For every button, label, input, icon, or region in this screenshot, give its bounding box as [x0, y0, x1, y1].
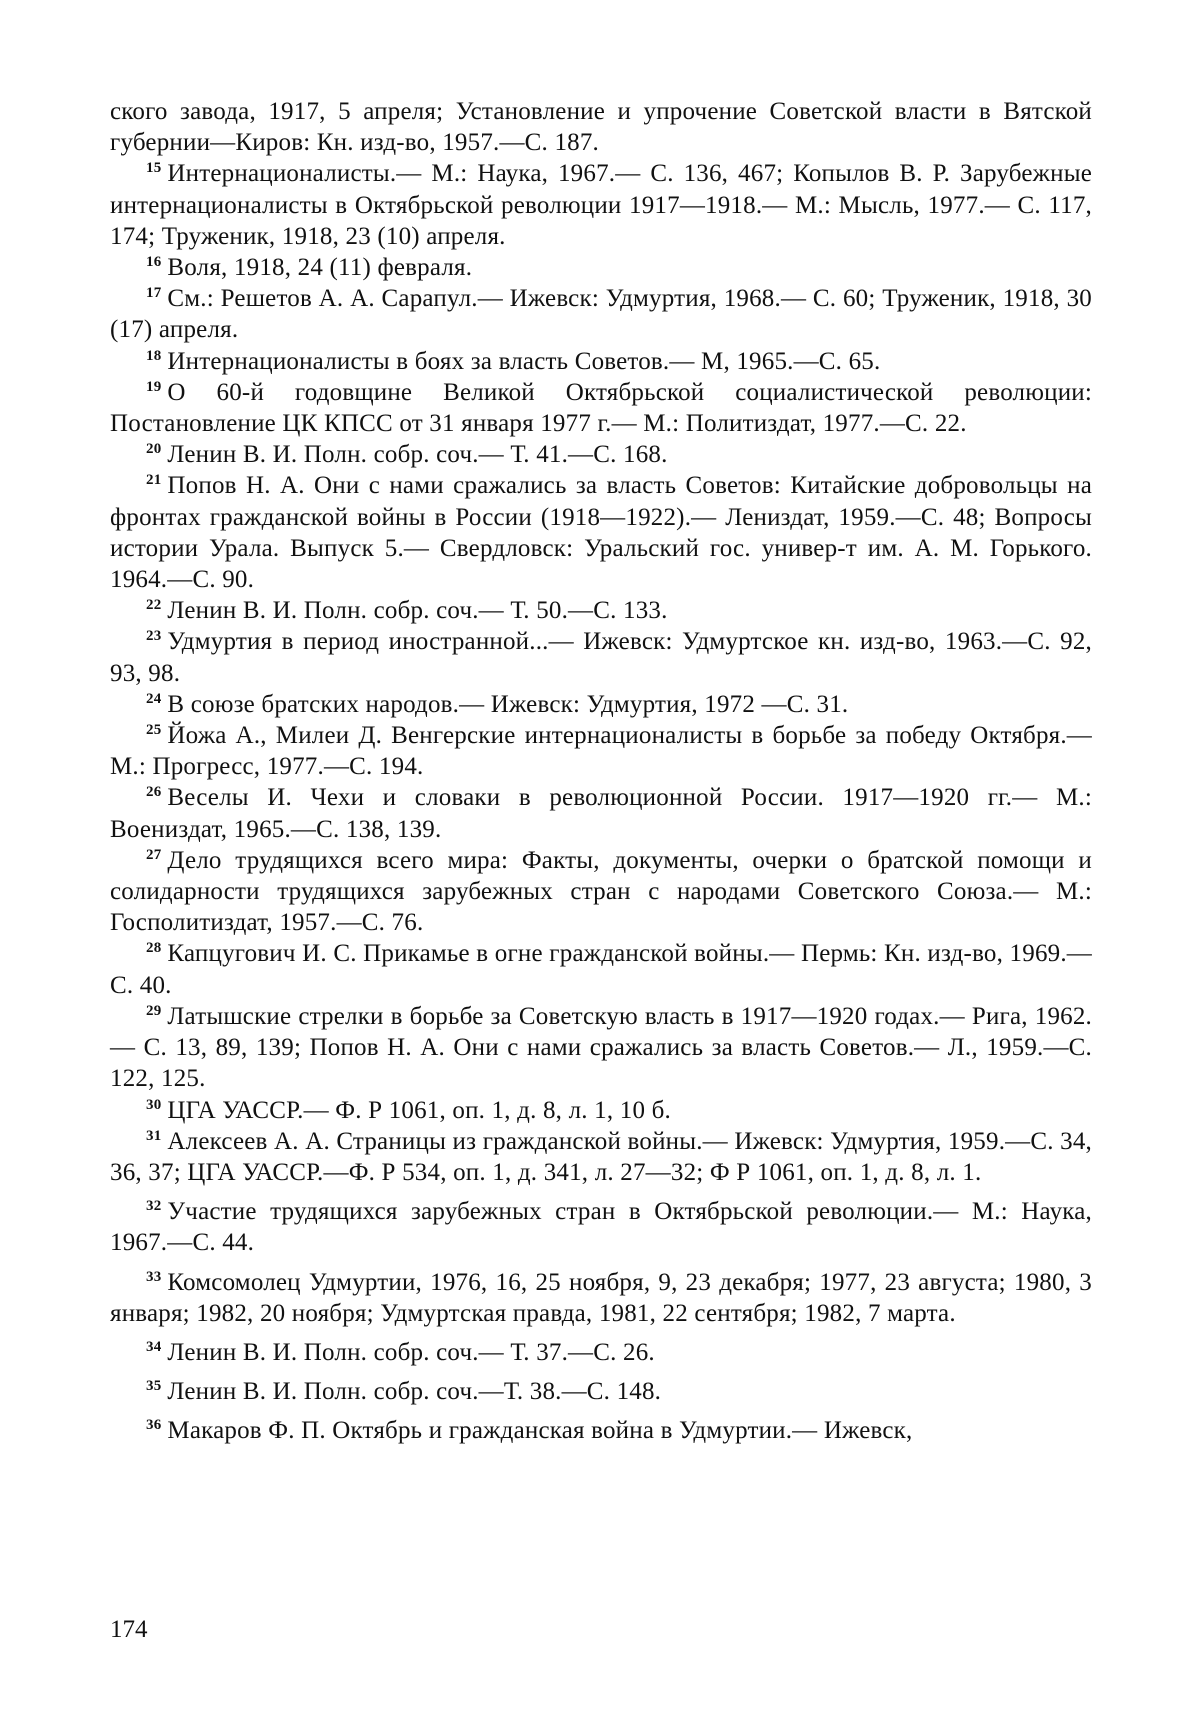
footnote-number: 36	[146, 1417, 162, 1434]
footnote-36	[110, 1415, 1092, 1446]
footnote-number: 21	[146, 472, 162, 489]
footnote-31	[110, 1126, 1092, 1188]
footnote-17	[110, 283, 1092, 345]
footnote-number: 15	[146, 160, 162, 177]
footnote-text: Ленин В. И. Полн. собр. соч.— Т. 41.—С. 168.	[167, 441, 668, 469]
footnote-text: О 60-й годовщине Великой Октябрьской социалистической революции: Постановление ЦК КПСС от 31 января 1977 г.— М.: Политиздат, 1977.—С. 22.	[110, 378, 1092, 438]
footnote-number: 22	[146, 597, 162, 614]
footnote-text: Ленин В. И. Полн. собр. соч.— Т. 50.—С. 133.	[167, 597, 668, 625]
footnote-text: Ленин В. И. Полн. собр. соч.—Т. 38.—С. 148.	[167, 1378, 662, 1406]
footnote-number: 19	[146, 378, 162, 395]
lead-in-paragraph: ского завода, 1917, 5 апреля; Установление и упрочение Советской власти в Вятской губернии—Киров: Кн. изд-во, 1957.—С. 187.	[110, 98, 1092, 157]
footnote-19	[110, 377, 1092, 439]
footnote-text: Удмуртия в период иностранной...— Ижевск: Удмуртское кн. изд-во, 1963.—С. 92, 93, 98.	[110, 628, 1092, 687]
footnote-number: 33	[146, 1268, 162, 1285]
footnote-text: Дело трудящихся всего мира: Факты, документы, очерки о братской помощи и солидарности трудящихся зарубежных стран с народами Советского Союза.— М.: Госполитиздат, 1957.—С. 76.	[110, 846, 1092, 937]
footnote-text: Участие трудящихся зарубежных стран в Октябрьской революции.— М.: Наука, 1967.—С. 44.	[110, 1198, 1092, 1257]
footnote-number: 35	[146, 1378, 162, 1395]
footnote-26	[110, 782, 1092, 844]
footnote-16	[110, 252, 1092, 283]
footnote-text: ЦГА УАССР.— Ф. Р 1061, оп. 1, д. 8, л. 1, 10 б.	[167, 1096, 671, 1124]
footnote-32	[110, 1196, 1092, 1258]
footnote-number: 27	[146, 846, 162, 863]
footnote-text: Интернационалисты.— М.: Наука, 1967.— С. 136, 467; Копылов В. Р. Зарубежные интернационалисты в Октябрьской революции 1917—1918.— М.: Мысль, 1977.— С. 117, 174; Труженик, 1918, 23 (10) апреля.	[110, 160, 1092, 250]
footnote-text: Макаров Ф. П. Октябрь и гражданская война в Удмуртии.— Ижевск,	[167, 1417, 913, 1445]
footnote-text: Веселы И. Чехи и словаки в революционной России. 1917—1920 гг.— М.: Воениздат, 1965.—С. 138, 139.	[110, 784, 1092, 843]
footnote-number: 24	[146, 690, 162, 707]
footnote-21	[110, 470, 1092, 595]
footnote-text: Алексеев А. А. Страницы из гражданской войны.— Ижевск: Удмуртия, 1959.—С. 34, 36, 37; ЦГА УАССР.—Ф. Р 534, оп. 1, д. 341, л. 27—32; Ф Р 1061, оп. 1, д. 8, л. 1.	[110, 1127, 1092, 1186]
footnote-number: 18	[146, 347, 162, 364]
footnote-text: Капцугович И. С. Прикамье в огне гражданской войны.— Пермь: Кн. изд-во, 1969.—С. 40.	[110, 940, 1092, 999]
footnote-number: 31	[146, 1127, 162, 1144]
footnote-25	[110, 720, 1092, 782]
footnote-20	[110, 439, 1092, 470]
footnote-number: 28	[146, 940, 162, 957]
footnote-text: Йожа А., Милеи Д. Венгерские интернационалисты в борьбе за победу Октября.— М.: Прогресс, 1977.—С. 194.	[110, 722, 1092, 781]
footnotes-text	[110, 96, 1092, 1447]
footnote-number: 30	[146, 1096, 162, 1113]
footnote-27	[110, 845, 1092, 939]
footnote-number: 25	[146, 722, 162, 739]
footnote-number: 29	[146, 1002, 162, 1019]
footnote-22	[110, 595, 1092, 626]
footnote-28	[110, 938, 1092, 1000]
footnote-29	[110, 1001, 1092, 1095]
footnote-text: Латышские стрелки в борьбе за Советскую власть в 1917—1920 годах.— Рига, 1962.— С. 13, 89, 139; Попов Н. А. Они с нами сражались за власть Советов.— Л., 1959.—С. 122, 125.	[110, 1002, 1092, 1093]
footnote-number: 17	[146, 285, 162, 302]
footnote-number: 32	[146, 1198, 162, 1215]
footnote-text: Ленин В. И. Полн. собр. соч.— Т. 37.—С. 26.	[167, 1338, 655, 1366]
footnote-30	[110, 1095, 1092, 1126]
footnote-15	[110, 158, 1092, 252]
page-number: 174	[110, 1616, 148, 1643]
footnote-text: Комсомолец Удмуртии, 1976, 16, 25 ноября, 9, 23 декабря; 1977, 23 августа; 1980, 3 января; 1982, 20 ноября; Удмуртская правда, 1981, 22 сентября; 1982, 7 марта.	[110, 1268, 1092, 1327]
footnote-number: 34	[146, 1338, 162, 1355]
footnote-34	[110, 1337, 1092, 1368]
footnote-18	[110, 346, 1092, 377]
footnote-number: 20	[146, 441, 162, 458]
footnote-text: Попов Н. А. Они с нами сражались за власть Советов: Китайские добровольцы на фронтах гражданской войны в России (1918—1922).— Лениздат, 1959.—С. 48; Вопросы истории Урала. Выпуск 5.— Свердловск: Уральский гос. универ-т им. А. М. Горького. 1964.—С. 90.	[110, 472, 1092, 594]
footnote-number: 16	[146, 254, 162, 271]
footnote-23	[110, 626, 1092, 688]
footnote-24	[110, 689, 1092, 720]
footnote-text: В союзе братских народов.— Ижевск: Удмуртия, 1972 —С. 31.	[167, 690, 849, 718]
footnote-33	[110, 1267, 1092, 1329]
footnote-text: Интернационалисты в боях за власть Советов.— М, 1965.—С. 65.	[167, 347, 881, 375]
footnote-number: 26	[146, 784, 162, 801]
footnote-text: См.: Решетов А. А. Сарапул.— Ижевск: Удмуртия, 1968.— С. 60; Труженик, 1918, 30 (17) апреля.	[110, 285, 1092, 344]
footnote-text: Воля, 1918, 24 (11) февраля.	[167, 254, 473, 282]
footnote-number: 23	[146, 628, 162, 645]
footnote-35	[110, 1376, 1092, 1407]
